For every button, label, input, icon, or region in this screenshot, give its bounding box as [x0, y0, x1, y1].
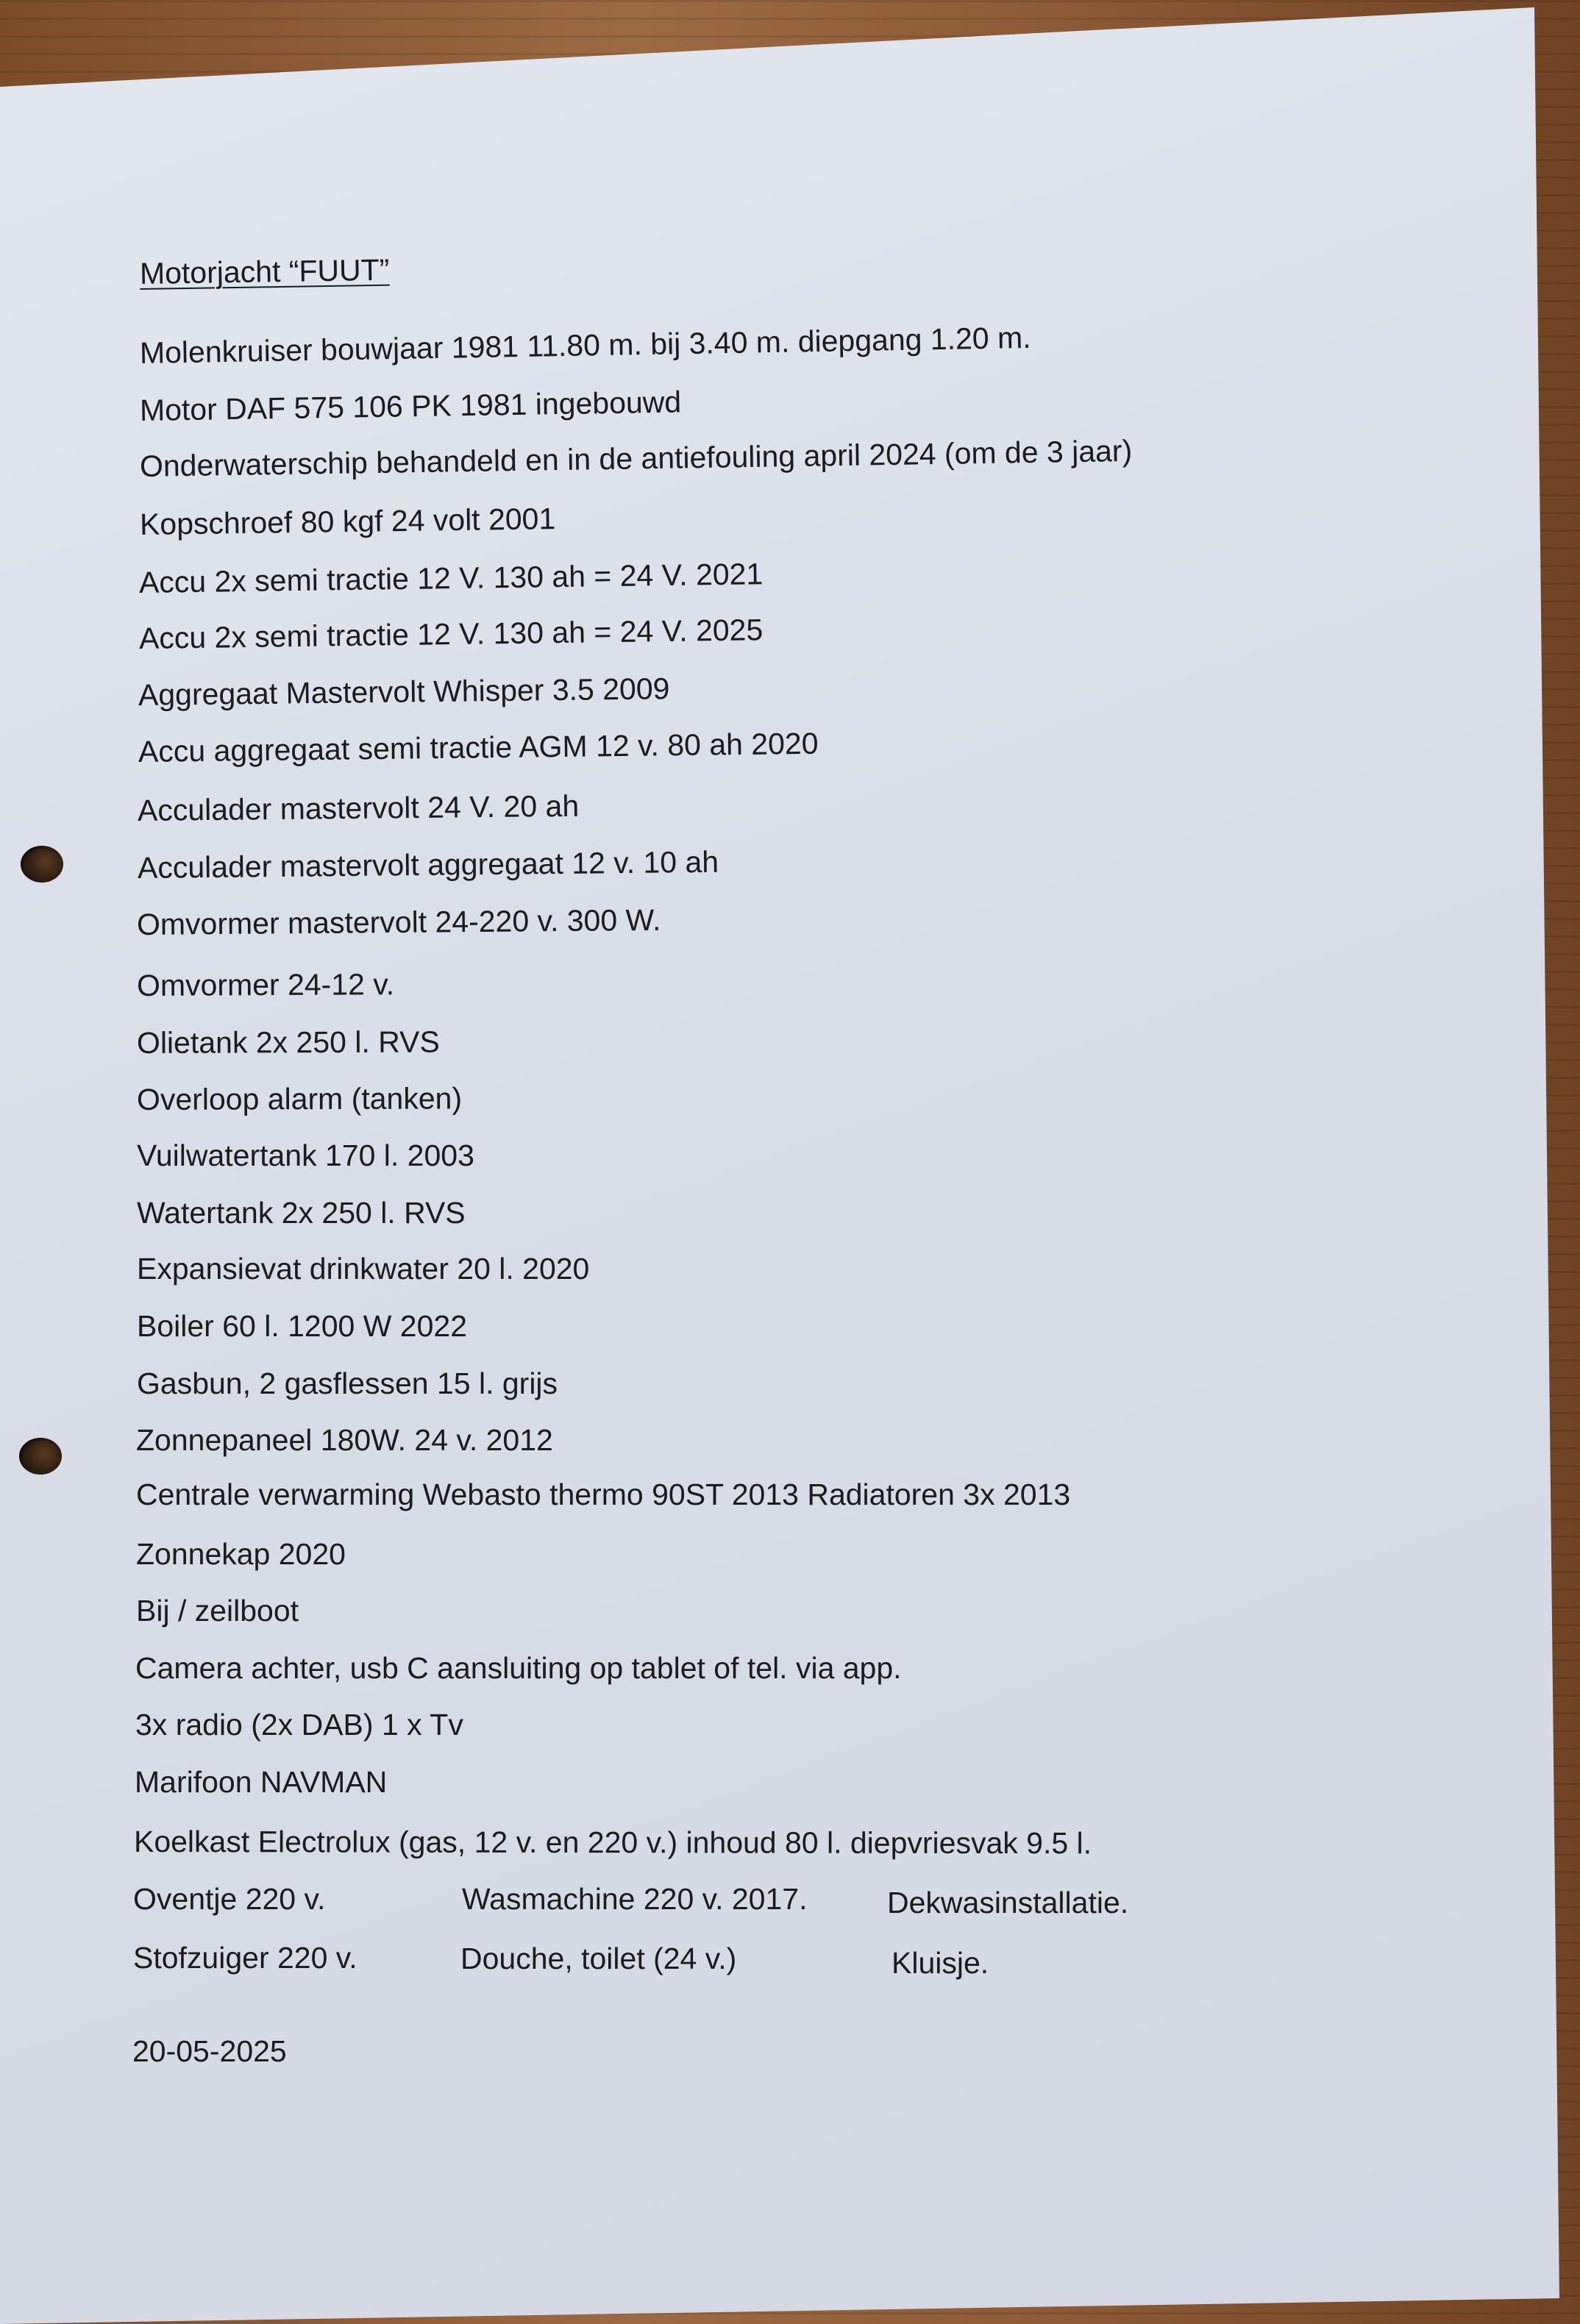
list-item: Accu 2x semi tractie 12 V. 130 ah = 24 V. 2021 — [138, 557, 764, 599]
list-item: Overloop alarm (tanken) — [136, 1081, 463, 1116]
row-b-col-3: Kluisje. — [892, 1946, 989, 1980]
list-item: 3x radio (2x DAB) 1 x Tv — [135, 1708, 463, 1742]
list-item: Molenkruiser bouwjaar 1981 11.80 m. bij 3.40 m. diepgang 1.20 m. — [139, 320, 1031, 370]
list-item: Expansievat drinkwater 20 l. 2020 — [137, 1252, 590, 1286]
list-item: Zonnekap 2020 — [136, 1537, 346, 1571]
list-item: Onderwaterschip behandeld en in de antiefouling april 2024 (om de 3 jaar) — [139, 433, 1133, 483]
list-item: Omvormer mastervolt 24-220 v. 300 W. — [136, 902, 661, 941]
list-item: Watertank 2x 250 l. RVS — [137, 1196, 466, 1230]
row-a-col-1: Oventje 220 v. — [133, 1882, 326, 1916]
document-date: 20-05-2025 — [132, 2034, 287, 2068]
list-item: Centrale verwarming Webasto thermo 90ST 2013 Radiatoren 3x 2013 — [136, 1478, 1071, 1511]
list-item: Marifoon NAVMAN — [135, 1765, 388, 1799]
list-item: Gasbun, 2 gasflessen 15 l. grijs — [137, 1366, 558, 1400]
list-item: Camera achter, usb C aansluiting op tablet of tel. via app. — [135, 1651, 902, 1685]
list-item: Bij / zeilboot — [136, 1594, 299, 1628]
list-item: Olietank 2x 250 l. RVS — [136, 1024, 440, 1060]
list-item: Omvormer 24-12 v. — [136, 967, 395, 1002]
list-item: Boiler 60 l. 1200 W 2022 — [137, 1309, 467, 1343]
list-item: Koelkast Electrolux (gas, 12 v. en 220 v.) inhoud 80 l. diepvriesvak 9.5 l. — [133, 1825, 1092, 1861]
list-item: Vuilwatertank 170 l. 2003 — [137, 1138, 474, 1172]
list-item: Zonnepaneel 180W. 24 v. 2012 — [136, 1423, 553, 1457]
row-a-col-2: Wasmachine 220 v. 2017. — [462, 1882, 808, 1916]
list-item: Acculader mastervolt aggregaat 12 v. 10 ah — [137, 844, 719, 885]
row-a-col-3: Dekwasinstallatie. — [887, 1886, 1129, 1920]
list-item: Motor DAF 575 106 PK 1981 ingebouwd — [139, 385, 682, 427]
list-item: Kopschroef 80 kgf 24 volt 2001 — [139, 502, 556, 541]
list-item: Aggregaat Mastervolt Whisper 3.5 2009 — [138, 671, 670, 712]
list-item: Accu 2x semi tractie 12 V. 130 ah = 24 V. 2025 — [138, 613, 764, 655]
document-title: Motorjacht “FUUT” — [139, 252, 390, 290]
row-b-col-1: Stofzuiger 220 v. — [133, 1941, 357, 1975]
row-b-col-2: Douche, toilet (24 v.) — [460, 1942, 737, 1975]
list-item: Acculader mastervolt 24 V. 20 ah — [137, 788, 580, 827]
list-item: Accu aggregaat semi tractie AGM 12 v. 80 ah 2020 — [138, 726, 819, 769]
